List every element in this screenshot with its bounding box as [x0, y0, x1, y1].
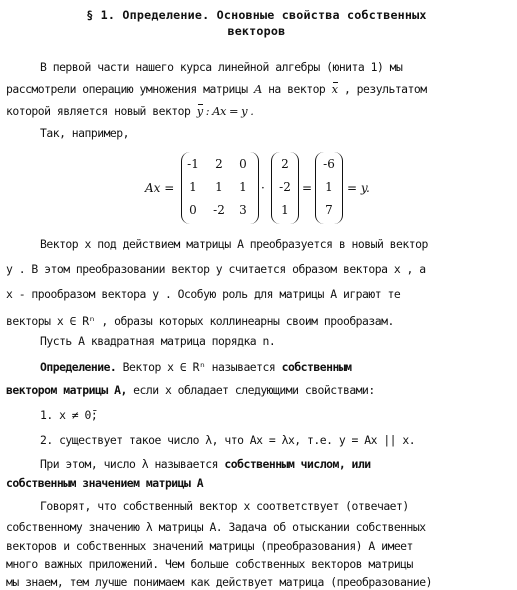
definition-item2: 2. существует такое число λ, что Ax = λx, т.е. y = Ax || x. [40, 433, 416, 447]
matrix-cell: 0 [189, 203, 197, 217]
p2-line1: Вектор x под действием матрицы A преобразуется в новый вектор [40, 237, 428, 251]
section-title-line2: векторов [227, 24, 286, 38]
matrix-cell: 2 [215, 157, 223, 171]
matrix-cell: 1 [189, 180, 197, 194]
definition-term1: собственным [281, 360, 352, 374]
p4-line5: мы знаем, тем лучше понимаем как действует матрица (преобразование) [6, 575, 432, 589]
definition-text2: если x обладает следующими свойствами: [133, 383, 375, 397]
multiply-dot: · [261, 181, 265, 195]
vector-cell: -6 [323, 157, 335, 171]
vector-cell: 2 [281, 157, 289, 171]
vector-cell: 1 [325, 180, 333, 194]
equation-rhs: = y. [347, 181, 370, 195]
p3-line2: собственным значением матрицы A [6, 476, 204, 490]
vector-cell: 7 [325, 203, 333, 217]
p1-formula: : Ax = y . [202, 104, 254, 118]
vector-x [271, 152, 299, 224]
matrix-cell: 3 [239, 203, 247, 217]
p4-line1: Говорят, что собственный вектор x соответствует (отвечает) [40, 499, 409, 513]
matrix-equation [145, 152, 395, 226]
p3-text: При этом, число λ называется [40, 457, 219, 471]
p3-line1 [40, 457, 371, 471]
p1-line4: Так, например, [40, 126, 130, 140]
symbol-y-vec: y [196, 104, 203, 118]
p2-line3: x - прообразом вектора y . Особую роль для матрицы A играют те [6, 287, 401, 301]
matrix-cell: 0 [239, 157, 247, 171]
p1-line3-text: которой является новый вектор [6, 104, 191, 118]
p2-line4: векторы x ∈ Rⁿ , образы которых коллинеарны своим прообразам. [6, 314, 394, 328]
p4-line3: векторов и собственных значений матрицы (преобразования) A имеет [6, 539, 413, 553]
matrix-cell: 1 [215, 180, 223, 194]
matrix-cell: -1 [187, 157, 199, 171]
definition-term2: вектором матрицы A, [6, 383, 127, 397]
matrix-cell: 1 [239, 180, 247, 194]
section-title-line1: § 1. Определение. Основные свойства собственных [86, 8, 427, 22]
symbol-x-vec: x [331, 82, 338, 96]
symbol-A: A [253, 82, 262, 96]
p1-line2 [6, 82, 427, 96]
p1-line1: В первой части нашего курса линейной алгебры (юнита 1) мы [40, 60, 403, 74]
vector-result [315, 152, 343, 224]
p1-line2-end: , результатом [343, 82, 427, 96]
p3-term1: собственным числом, или [224, 457, 371, 471]
p1-line3 [6, 104, 253, 118]
p1-line2-text: рассмотрели операцию умножения матрицы [6, 82, 248, 96]
p1-line2-mid: на вектор [268, 82, 326, 96]
p4-line2: собственному значению λ матрицы A. Задача об отыскании собственных [6, 520, 426, 534]
p4-line4: много важных приложений. Чем больше собственных векторов матрицы [6, 557, 413, 571]
matrix-cell: -2 [213, 203, 225, 217]
definition-item1: 1. x ≠ 0̄; [40, 408, 98, 422]
p2-line5: Пусть A квадратная матрица порядка n. [40, 334, 276, 348]
equation-lhs: Ax = [145, 181, 175, 195]
definition-line2 [6, 383, 375, 397]
definition-label: Определение. [40, 360, 117, 374]
p2-line2: y . В этом преобразовании вектор y считается образом вектора x , а [6, 262, 426, 276]
matrix-A [181, 152, 259, 224]
definition-line1 [40, 360, 352, 374]
vector-cell: -2 [279, 180, 291, 194]
definition-text1: Вектор x ∈ Rⁿ называется [122, 360, 276, 374]
vector-cell: 1 [281, 203, 289, 217]
equals-sign: = [302, 181, 313, 195]
